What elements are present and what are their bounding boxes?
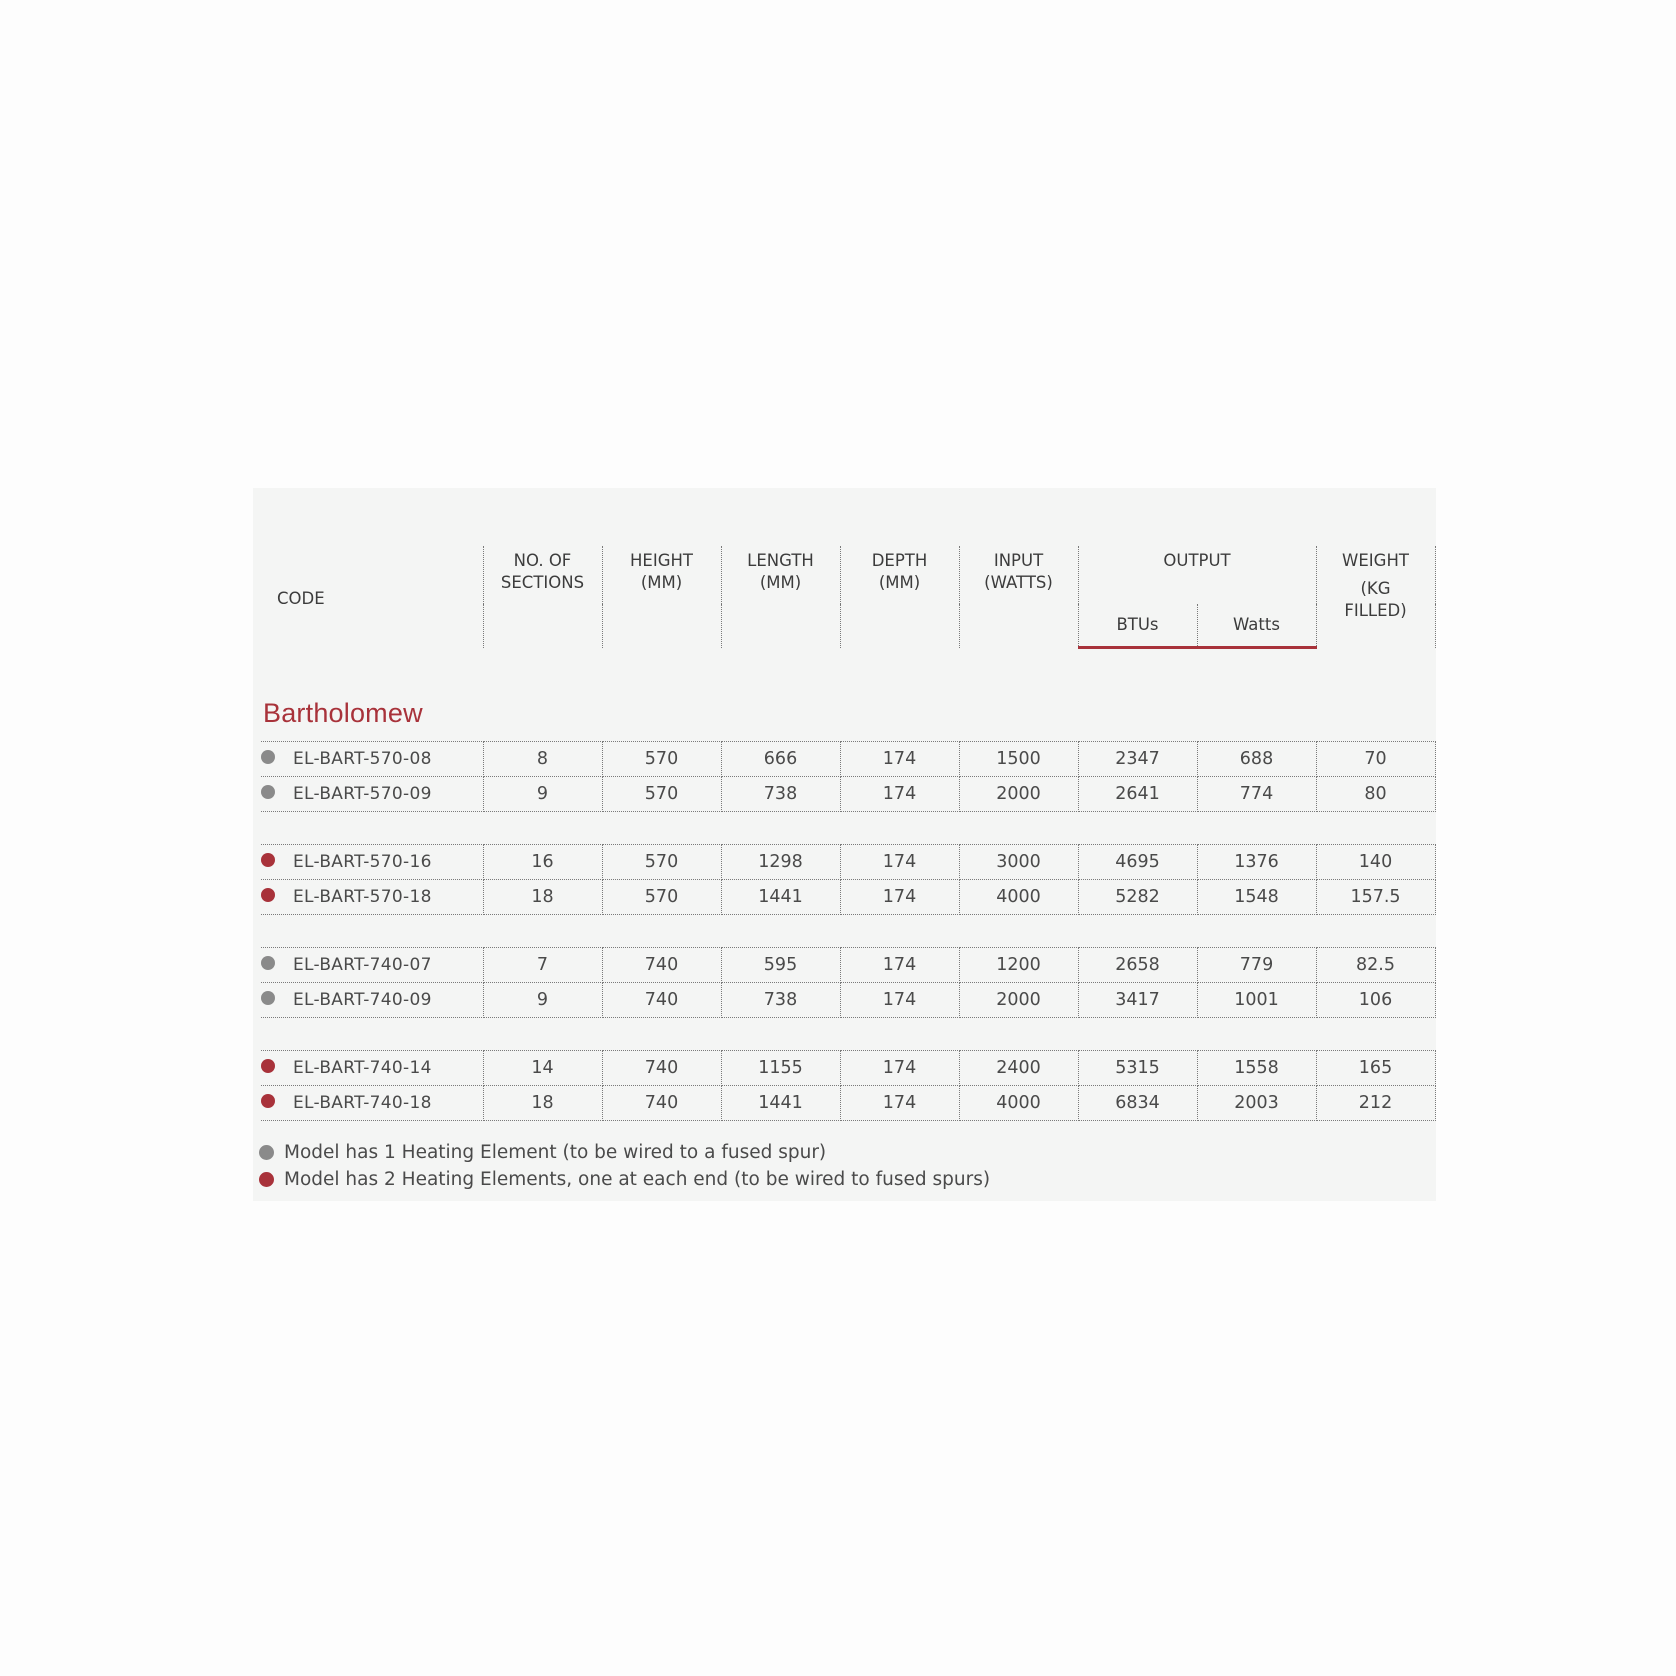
cell-watts: 1001 [1197, 983, 1316, 1018]
cell-watts: 1376 [1197, 845, 1316, 880]
cell-sections: 7 [483, 948, 602, 983]
cell-btus: 3417 [1078, 983, 1197, 1018]
cell-depth: 174 [840, 948, 959, 983]
cell-sections: 18 [483, 1086, 602, 1121]
table-row [261, 845, 1435, 880]
cell-btus: 4695 [1078, 845, 1197, 880]
code-text: EL-BART-740-07 [293, 955, 432, 975]
code-text: EL-BART-570-08 [293, 749, 432, 769]
cell-depth: 174 [840, 1086, 959, 1121]
cell-sections: 16 [483, 845, 602, 880]
cell-btus: 2641 [1078, 777, 1197, 812]
cell-watts: 2003 [1197, 1086, 1316, 1121]
table-row [261, 1051, 1435, 1086]
cell-length: 1441 [721, 1086, 840, 1121]
cell-length: 738 [721, 983, 840, 1018]
grey-dot-icon [261, 750, 275, 764]
cell-watts: 1558 [1197, 1051, 1316, 1086]
cell-depth: 174 [840, 845, 959, 880]
grey-dot-icon [261, 991, 275, 1005]
cell-weight: 106 [1316, 983, 1435, 1018]
cell-code [261, 742, 483, 777]
cell-input: 1200 [959, 948, 1078, 983]
cell-height: 740 [602, 983, 721, 1018]
legend-item-two-elements [259, 1166, 990, 1193]
header-depth: DEPTH (MM) [840, 546, 959, 648]
spec-panel [253, 488, 1436, 1201]
cell-input: 2400 [959, 1051, 1078, 1086]
cell-height: 740 [602, 1051, 721, 1086]
red-dot-icon [261, 1094, 275, 1108]
code-text: EL-BART-570-09 [293, 784, 432, 804]
cell-input: 4000 [959, 880, 1078, 915]
cell-btus: 5282 [1078, 880, 1197, 915]
row-spacer [261, 812, 1435, 845]
cell-sections: 14 [483, 1051, 602, 1086]
cell-weight: 82.5 [1316, 948, 1435, 983]
cell-code [261, 983, 483, 1018]
header-weight: WEIGHT (KG FILLED) [1316, 546, 1435, 648]
table-row [261, 742, 1435, 777]
cell-btus: 5315 [1078, 1051, 1197, 1086]
grey-dot-icon [261, 956, 275, 970]
cell-sections: 9 [483, 983, 602, 1018]
header-output-watts: Watts [1197, 604, 1316, 648]
table-row [261, 1086, 1435, 1121]
legend [259, 1139, 990, 1193]
cell-length: 1155 [721, 1051, 840, 1086]
cell-watts: 774 [1197, 777, 1316, 812]
cell-length: 1441 [721, 880, 840, 915]
cell-weight: 70 [1316, 742, 1435, 777]
cell-watts: 1548 [1197, 880, 1316, 915]
header-height: HEIGHT (MM) [602, 546, 721, 648]
cell-input: 1500 [959, 742, 1078, 777]
header-output: OUTPUT [1078, 546, 1316, 604]
code-text: EL-BART-740-09 [293, 990, 432, 1010]
cell-height: 570 [602, 880, 721, 915]
header-input: INPUT (WATTS) [959, 546, 1078, 648]
cell-watts: 779 [1197, 948, 1316, 983]
header-length: LENGTH (MM) [721, 546, 840, 648]
cell-depth: 174 [840, 742, 959, 777]
cell-weight: 165 [1316, 1051, 1435, 1086]
code-text: EL-BART-570-18 [293, 887, 432, 907]
row-spacer [261, 1018, 1435, 1051]
cell-depth: 174 [840, 880, 959, 915]
cell-sections: 18 [483, 880, 602, 915]
group-title-cell [261, 648, 1435, 742]
cell-input: 4000 [959, 1086, 1078, 1121]
table-row [261, 983, 1435, 1018]
code-text: EL-BART-740-14 [293, 1058, 432, 1078]
code-text: EL-BART-740-18 [293, 1093, 432, 1113]
red-dot-icon [261, 1059, 275, 1073]
code-text: EL-BART-570-16 [293, 852, 432, 872]
cell-code [261, 1086, 483, 1121]
cell-height: 740 [602, 948, 721, 983]
group-title: Bartholomew [263, 698, 423, 728]
cell-weight: 140 [1316, 845, 1435, 880]
cell-input: 2000 [959, 777, 1078, 812]
cell-input: 2000 [959, 983, 1078, 1018]
cell-weight: 80 [1316, 777, 1435, 812]
cell-btus: 2347 [1078, 742, 1197, 777]
cell-length: 666 [721, 742, 840, 777]
cell-weight: 212 [1316, 1086, 1435, 1121]
cell-btus: 2658 [1078, 948, 1197, 983]
grey-dot-icon [261, 785, 275, 799]
table-row [261, 948, 1435, 983]
cell-code [261, 845, 483, 880]
grey-dot-icon [259, 1145, 274, 1160]
cell-height: 570 [602, 845, 721, 880]
legend-text: Model has 1 Heating Element (to be wired to a fused spur) [284, 1142, 827, 1163]
cell-code [261, 777, 483, 812]
cell-height: 740 [602, 1086, 721, 1121]
cell-depth: 174 [840, 777, 959, 812]
red-dot-icon [261, 853, 275, 867]
row-spacer [261, 915, 1435, 948]
header-output-btus: BTUs [1078, 604, 1197, 648]
legend-item-one-element [259, 1139, 990, 1166]
cell-watts: 688 [1197, 742, 1316, 777]
cell-height: 570 [602, 777, 721, 812]
cell-length: 1298 [721, 845, 840, 880]
cell-length: 595 [721, 948, 840, 983]
cell-weight: 157.5 [1316, 880, 1435, 915]
cell-depth: 174 [840, 983, 959, 1018]
cell-depth: 174 [840, 1051, 959, 1086]
cell-input: 3000 [959, 845, 1078, 880]
spec-table [261, 546, 1436, 1121]
legend-text: Model has 2 Heating Elements, one at each end (to be wired to fused spurs) [284, 1169, 991, 1190]
cell-length: 738 [721, 777, 840, 812]
cell-sections: 9 [483, 777, 602, 812]
red-dot-icon [261, 888, 275, 902]
table-row [261, 880, 1435, 915]
cell-btus: 6834 [1078, 1086, 1197, 1121]
cell-code [261, 948, 483, 983]
cell-sections: 8 [483, 742, 602, 777]
cell-code [261, 880, 483, 915]
cell-height: 570 [602, 742, 721, 777]
red-dot-icon [259, 1172, 274, 1187]
header-code: CODE [261, 546, 483, 648]
table-row [261, 777, 1435, 812]
header-sections: NO. OF SECTIONS [483, 546, 602, 648]
cell-code [261, 1051, 483, 1086]
